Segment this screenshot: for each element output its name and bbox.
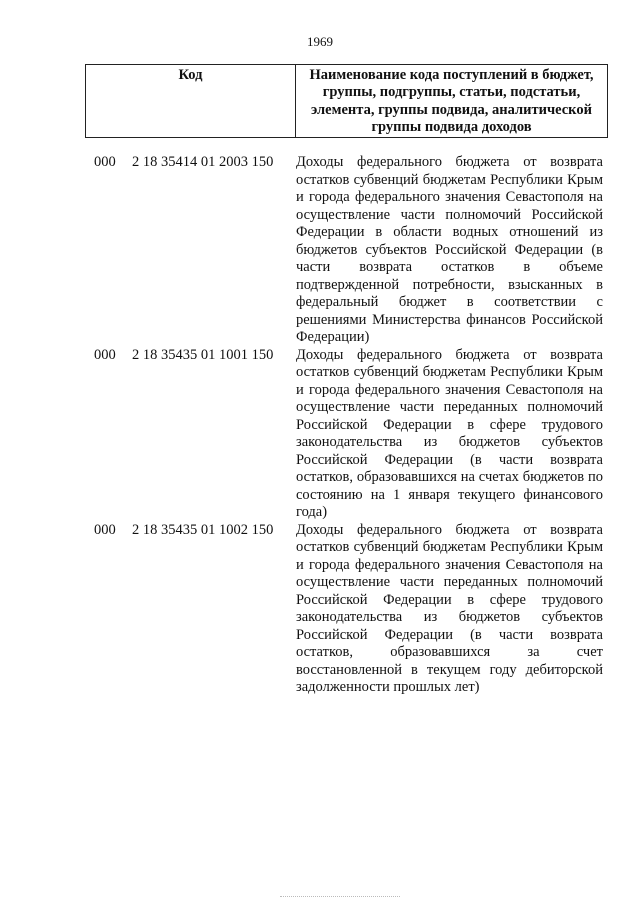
income-code: 2 18 35435 01 1001 150 xyxy=(132,346,274,363)
list-item xyxy=(94,522,608,697)
list-item xyxy=(94,347,608,522)
name-column-header: Наименование кода поступлений в бюджет, группы, подгруппы, статьи, подстатьи, элемента, группы подвида, аналитической группы подвида доходов xyxy=(296,65,608,138)
header-table xyxy=(85,64,608,138)
income-description: Доходы федерального бюджета от возврата остатков субвенций бюджетам Республики Крым и города федерального значения Севастополя на осуществление части полномочий Российской Федерации в области водных отношений из бюджетов субъектов Российской Федерации (в части возврата остатков в объеме подтвержденной потребности, взысканных в федеральный бюджет в соответствии с решениями Министерства финансов Российской Федерации) xyxy=(296,154,603,345)
admin-code: 000 xyxy=(94,346,116,363)
income-code: 2 18 35435 01 1002 150 xyxy=(132,521,274,538)
income-code-list xyxy=(94,154,608,697)
page-number: 1969 xyxy=(307,34,333,49)
list-item xyxy=(94,154,608,347)
income-description: Доходы федерального бюджета от возврата остатков субвенций бюджетам Республики Крым и города федерального значения Севастополя на осуществление части переданных полномочий Российской Федерации в сфере трудового законодательства из бюджетов субъектов Российской Федерации (в части возврата остатков, образовавшихся на счетах бюджетов по состоянию на 1 января текущего финансового года) xyxy=(296,346,603,520)
admin-code: 000 xyxy=(94,521,116,538)
code-column-header: Код xyxy=(86,65,296,138)
footer-scan-mark xyxy=(280,896,400,899)
income-code: 2 18 35414 01 2003 150 xyxy=(132,154,274,170)
admin-code: 000 xyxy=(94,154,116,170)
income-description: Доходы федерального бюджета от возврата остатков субвенций бюджетам Республики Крым и города федерального значения Севастополя на осуществление части переданных полномочий Российской Федерации в сфере трудового законодательства из бюджетов субъектов Российской Федерации (в части возврата остатков, образовавшихся за счет восстановленной в текущем году дебиторской задолженности прошлых лет) xyxy=(296,521,603,695)
